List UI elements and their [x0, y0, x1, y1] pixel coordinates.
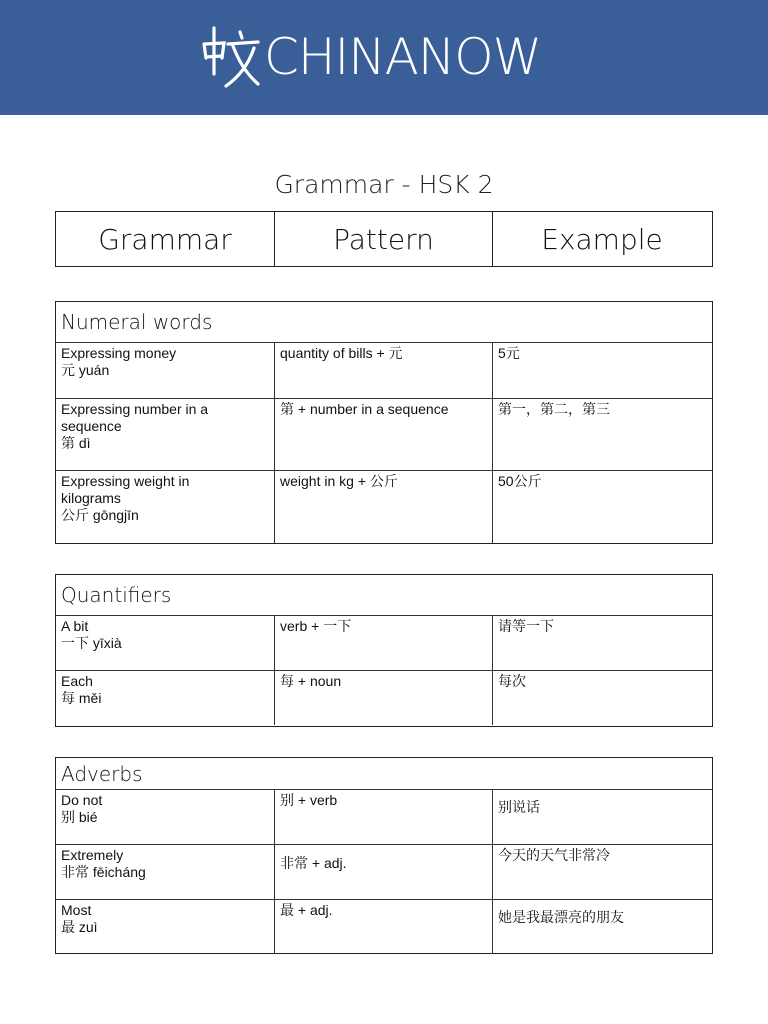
grammar-name: Expressing number in a	[61, 401, 209, 417]
grammar-name: Extremely	[61, 847, 124, 863]
pattern-cell: weight in kg + 公斤	[275, 471, 493, 543]
section-adverbs	[55, 757, 713, 954]
table-row	[56, 900, 712, 954]
example-cell: 50公斤	[498, 473, 542, 489]
pattern-cell: 第 + number in a sequence	[275, 399, 493, 470]
grammar-name-cont: sequence	[61, 418, 122, 434]
grammar-pinyin: 第 dì	[61, 435, 91, 451]
grammar-name: Most	[61, 902, 92, 918]
example-cell: 别说话	[498, 799, 540, 815]
logo-text: CHINANOW	[264, 28, 542, 86]
header-example: Example	[541, 222, 663, 256]
grammar-cell	[56, 471, 275, 543]
chinese-character-logo-icon	[200, 22, 262, 92]
pattern-cell: 每 + noun	[275, 671, 493, 725]
pattern-cell: quantity of bills + 元	[275, 343, 493, 398]
grammar-cell	[56, 399, 275, 470]
grammar-name: Do not	[61, 792, 103, 808]
header-banner	[0, 0, 768, 115]
table-row	[56, 399, 712, 471]
example-cell: 第一，第二，第三	[498, 401, 610, 417]
logo	[200, 22, 541, 92]
column-header-table	[55, 211, 713, 267]
grammar-cell	[56, 790, 275, 844]
grammar-name: A bit	[61, 618, 89, 634]
section-title: Adverbs	[56, 758, 712, 790]
section-title: Numeral words	[56, 302, 712, 343]
section-quantifiers	[55, 574, 713, 727]
grammar-cell	[56, 900, 275, 954]
grammar-cell	[56, 616, 275, 670]
grammar-name: Expressing money	[61, 345, 177, 361]
table-row	[56, 671, 712, 725]
section-title: Quantifiers	[56, 575, 712, 616]
grammar-pinyin: 别 bié	[61, 809, 98, 825]
grammar-pinyin: 每 měi	[61, 690, 102, 706]
pattern-cell: 别 + verb	[275, 790, 493, 844]
example-cell: 每次	[498, 673, 526, 689]
grammar-pinyin: 公斤 gōngjīn	[61, 507, 139, 523]
grammar-cell	[56, 845, 275, 899]
table-row	[56, 790, 712, 845]
example-cell: 请等一下	[498, 618, 554, 634]
grammar-pinyin: 最 zuì	[61, 919, 98, 935]
example-cell: 今天的天气非常冷	[498, 847, 610, 863]
grammar-pinyin: 一下 yīxià	[61, 635, 122, 651]
header-pattern: Pattern	[275, 212, 493, 266]
header-grammar: Grammar	[56, 212, 275, 266]
pattern-cell: 非常 + adj.	[275, 845, 493, 899]
grammar-cell	[56, 671, 275, 725]
pattern-cell: 最 + adj.	[275, 900, 493, 954]
example-cell: 5元	[498, 345, 520, 361]
grammar-pinyin: 元 yuán	[61, 362, 110, 378]
table-row	[56, 616, 712, 671]
grammar-name: Expressing weight in	[61, 473, 190, 489]
page-title: Grammar - HSK 2	[274, 170, 494, 199]
pattern-cell: verb + 一下	[275, 616, 493, 670]
example-cell: 她是我最漂亮的朋友	[498, 909, 624, 925]
grammar-name-cont: kilograms	[61, 490, 121, 506]
section-numeral-words	[55, 301, 713, 544]
grammar-pinyin: 非常 fēicháng	[61, 864, 146, 880]
table-row	[56, 845, 712, 900]
table-row	[56, 343, 712, 399]
table-row	[56, 471, 712, 543]
grammar-cell	[56, 343, 275, 398]
grammar-name: Each	[61, 673, 93, 689]
